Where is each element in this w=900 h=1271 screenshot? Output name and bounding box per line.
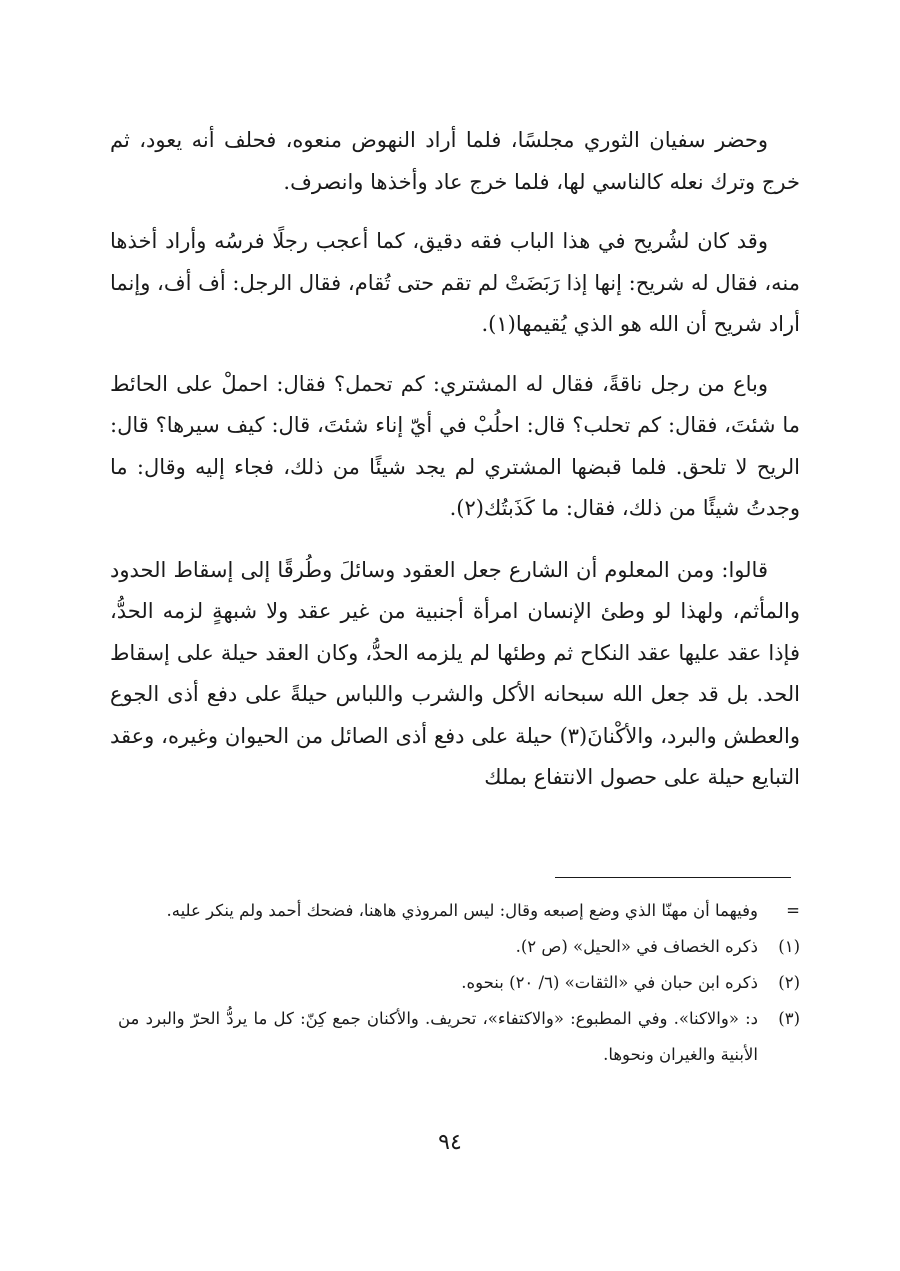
footnote-separator: [555, 877, 791, 878]
main-text: [110, 120, 800, 799]
footnote-1: [118, 929, 800, 965]
footnote-text: ذكره الخصاف في «الحيل» (ص ٢).: [515, 937, 758, 956]
paragraph: وقد كان لشُريح في هذا الباب فقه دقيق، كما أعجب رجلًا فرسُه وأراد أخذها منه، فقال له شريح: إنها إذا رَبَضَتْ لم تقم حتى تُقام، فقال الرجل: أف أف، وإنما أراد شريح أن الله هو الذي يُقيمها(١).: [110, 229, 800, 336]
footnote-text: وفيهما أن مهنّا الذي وضع إصبعه وقال: ليس المروذي هاهنا، فضحك أحمد ولم ينكر عليه.: [166, 901, 758, 920]
footnote-marker: (١): [778, 937, 800, 956]
paragraph: وباع من رجل ناقةً، فقال له المشتري: كم تحمل؟ فقال: احملْ على الحائط ما شئتَ، فقال: كم تحلب؟ قال: احلُبْ في أيّ إناء شئتَ، قال: كيف سيرها؟ قال: الريح لا تلحق. فلما قبضها المشتري لم يجد شيئًا من ذلك، فجاء إليه وقال: ما وجدتُ شيئًا من ذلك، فقال: ما كَذَبتُك(٢).: [110, 371, 800, 520]
paragraph: وحضر سفيان الثوري مجلسًا، فلما أراد النهوض منعوه، فحلف أنه يعود، ثم خرج وترك نعله كالناسي لها، فلما خرج عاد وأخذها وانصرف.: [110, 128, 800, 194]
footnote-marker: =: [786, 901, 800, 920]
footnote-3: [118, 1001, 800, 1073]
footnote-marker: (٢): [778, 973, 800, 992]
footnotes: [118, 893, 800, 1073]
footnote-2: [118, 965, 800, 1001]
footnote-text: ذكره ابن حبان في «الثقات» (٦/ ٢٠) بنحوه.: [461, 973, 758, 992]
page-number: ٩٤: [438, 1130, 462, 1155]
paragraph: قالوا: ومن المعلوم أن الشارع جعل العقود وسائلَ وطُرقًا إلى إسقاط الحدود والمأثم، ولهذا لو وطئ الإنسان امرأة أجنبية من غير عقد ولا شبهةٍ لزمه الحدُّ، فإذا عقد عليها عقد النكاح ثم وطئها لم يلزمه الحدُّ، وكان العقد حيلة على إسقاط الحد. بل قد جعل الله سبحانه الأكل والشرب واللباس حيلةً على دفع أذى الجوع والعطش والبرد، والأكْنانَ(٣) حيلة على دفع أذى الصائل من الحيوان وغيره، وعقد التبايع حيلة على حصول الانتفاع بملك: [110, 557, 800, 789]
footnote-marker: (٣): [778, 1009, 800, 1028]
footnote-text: د: «والاكنا». وفي المطبوع: «والاكتفاء»، تحريف. والأكنان جمع كِنّ: كل ما يردُّ الحرّ والبرد من الأبنية والغيران ونحوها.: [118, 1009, 758, 1064]
footnote-continuation: [118, 893, 800, 929]
